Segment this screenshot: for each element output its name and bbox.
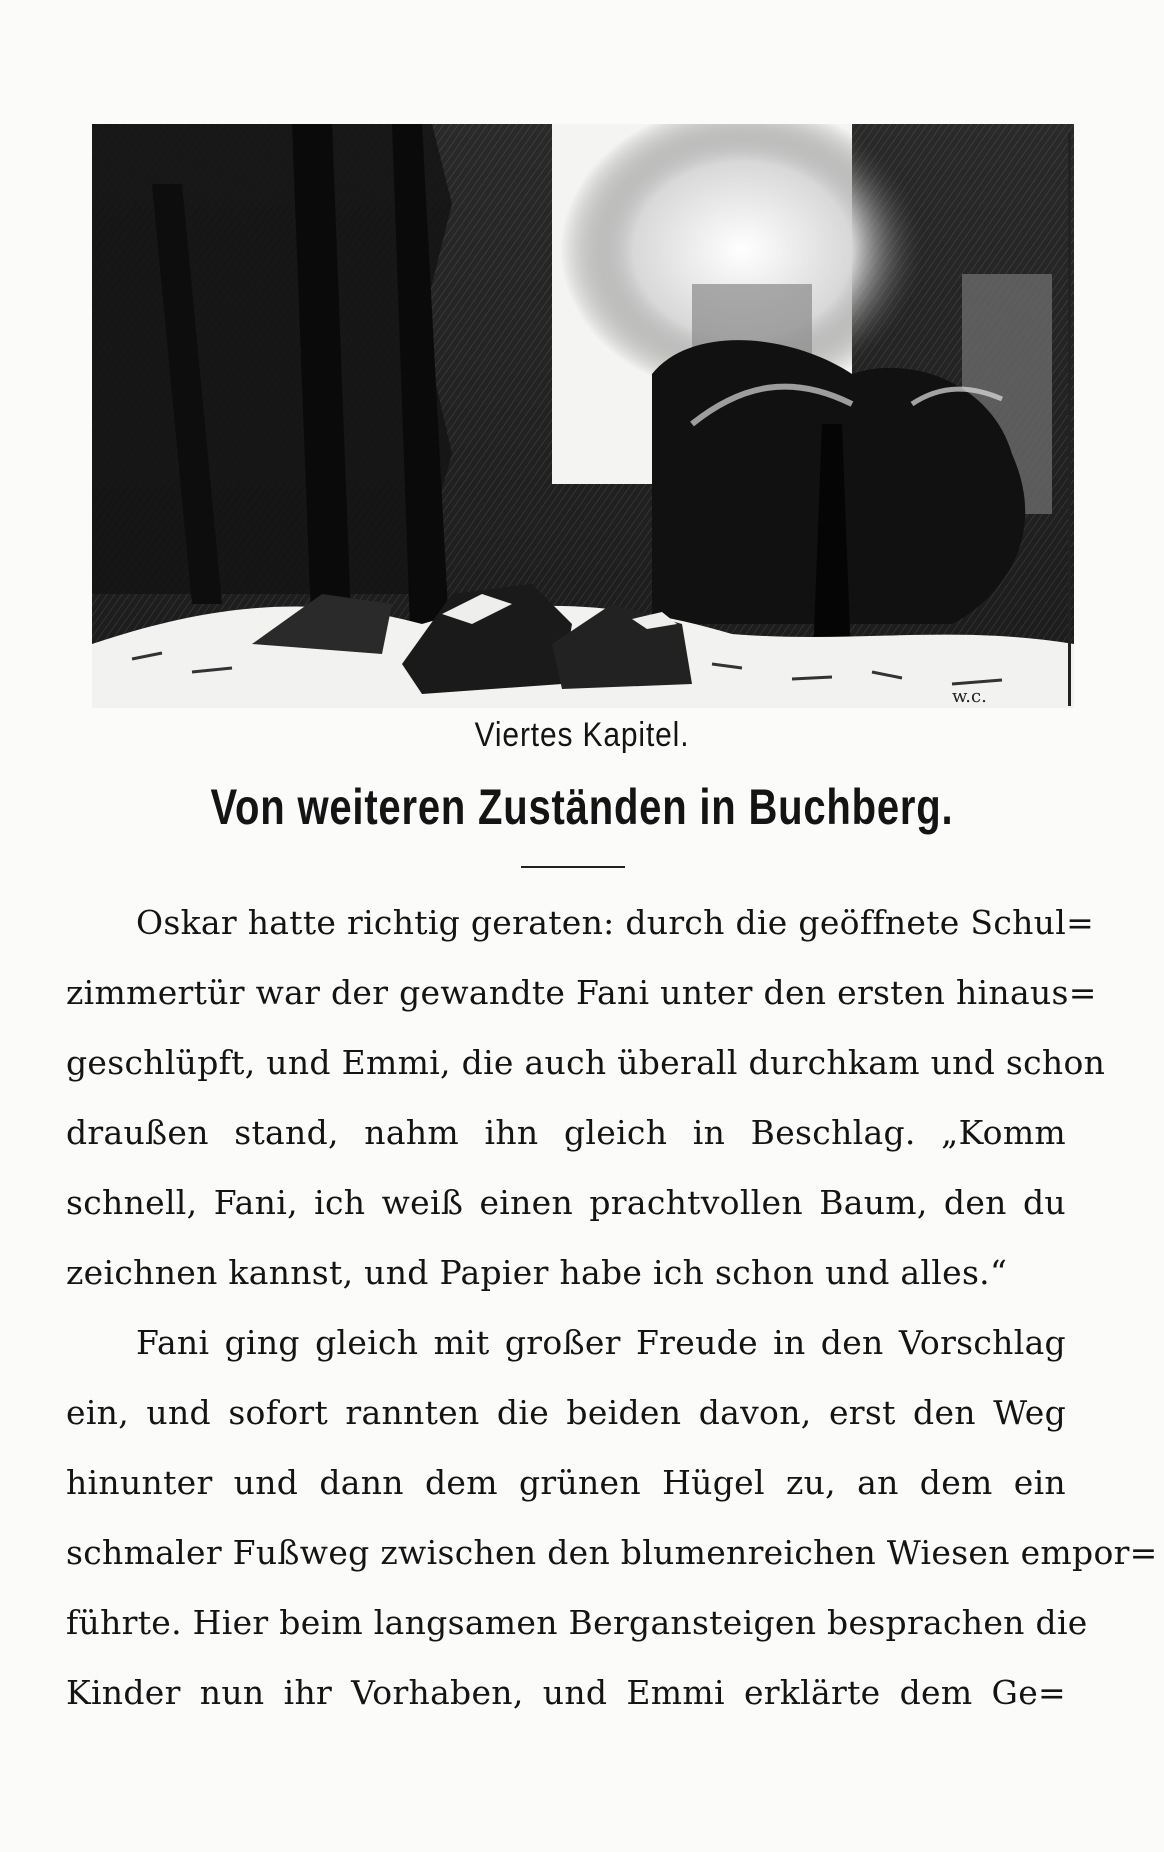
forest-illustration [92, 124, 1074, 708]
text-line: Oskar hatte richtig geraten: durch die geöffnete Schul= [136, 903, 1095, 942]
snowy-forest-image [92, 124, 1074, 708]
text-line: führte. Hier beim langsamen Bergansteigen besprachen die [66, 1603, 1088, 1642]
illustration-frame-edge [1068, 132, 1071, 706]
text-line: schmaler Fußweg zwischen den blumenreichen Wiesen empor= [66, 1533, 1158, 1572]
text-line: zimmertür war der gewandte Fani unter den ersten hinaus= [66, 973, 1097, 1012]
text-line: geschlüpft, und Emmi, die auch überall durchkam und schon [66, 1043, 1106, 1082]
text-line: zeichnen kannst, und Papier habe ich schon und alles.“ [66, 1253, 1008, 1292]
chapter-number: Viertes Kapitel. [474, 716, 690, 754]
text-line: hinunter und dann dem grünen Hügel zu, an dem ein [66, 1463, 1066, 1502]
text-line: Kinder nun ihr Vorhaben, und Emmi erklärte dem Ge= [66, 1673, 1066, 1712]
text-line: draußen stand, nahm ihn gleich in Beschlag. „Komm [66, 1113, 1066, 1152]
text-line: ein, und sofort rannten die beiden davon, erst den Weg [66, 1393, 1066, 1432]
chapter-title: Von weiteren Zuständen in Buchberg. [210, 779, 954, 835]
title-divider [521, 866, 625, 868]
text-line: schnell, Fani, ich weiß einen prachtvollen Baum, den du [66, 1183, 1066, 1222]
artist-signature: w.c. [952, 686, 987, 707]
text-line: Fani ging gleich mit großer Freude in den Vorschlag [136, 1323, 1066, 1362]
